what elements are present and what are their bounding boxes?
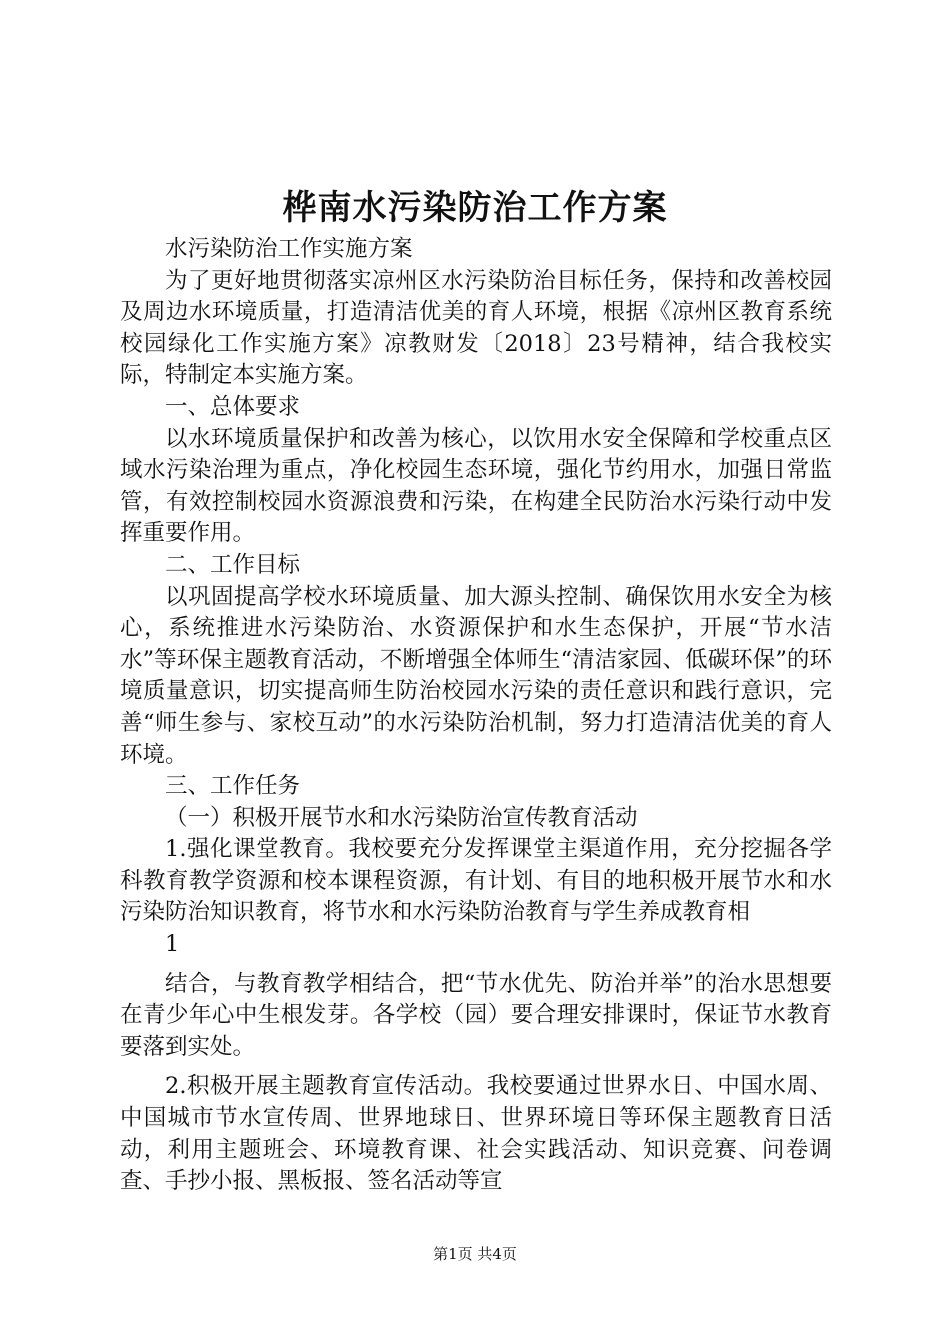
- subsection-heading-education: （一）积极开展节水和水污染防治宣传教育活动: [165, 804, 638, 831]
- intro-paragraph: 为了更好地贯彻落实凉州区水污染防治目标任务，保持和改善校园及周边水环境质量，打造清洁优美的育人环境，根据《凉州区教育系统校园绿化工作实施方案》凉教财发〔2018〕23号精神，结合我校实际，特制定本实施方案。: [120, 267, 832, 389]
- general-requirements-paragraph: 以水环境质量保护和改善为核心，以饮用水安全保障和学校重点区域水污染治理为重点，净化校园生态环境，强化节约用水，加强日常监管，有效控制校园水资源浪费和污染，在构建全民防治水污染行动中发挥重要作用。: [120, 425, 832, 547]
- paragraph-gap: [120, 1063, 832, 1071]
- classroom-education-continued-paragraph: 结合，与教育教学相结合，把“节水优先、防治并举”的治水思想要在青少年心中生根发芽。各学校（园）要合理安排课时，保证节水教育要落到实处。: [120, 970, 832, 1060]
- page-footer: 第1页 共4页: [433, 1245, 517, 1263]
- section-heading-general: 一、总体要求: [165, 393, 301, 420]
- subtitle-paragraph: 水污染防治工作实施方案: [165, 236, 413, 262]
- theme-activities-paragraph: 2.积极开展主题教育宣传活动。我校要通过世界水日、中国水周、中国城市节水宣传周、世界地球日、世界环境日等环保主题教育日活动，利用主题班会、环境教育课、社会实践活动、知识竞赛、问卷调查、手抄小报、黑板报、签名活动等宣: [120, 1073, 832, 1195]
- classroom-education-paragraph: 1.强化课堂教育。我校要充分发挥课堂主渠道作用，充分挖掘各学科教育教学资源和校本课程资源，有计划、有目的地积极开展节水和水污染防治知识教育，将节水和水污染防治教育与学生养成教育相: [120, 836, 832, 926]
- document-body: [120, 234, 832, 1198]
- paragraph-gap: [120, 961, 832, 969]
- inline-page-number: 1: [165, 931, 180, 958]
- section-heading-goals: 二、工作目标: [165, 551, 301, 578]
- document-title: 桦南水污染防治工作方案: [282, 188, 668, 228]
- work-goals-paragraph: 以巩固提高学校水环境质量、加大源头控制、确保饮用水安全为核心，系统推进水污染防治、水资源保护和水生态保护，开展“节水洁水”等环保主题教育活动，不断增强全体师生“清洁家园、低碳环保”的环境质量意识，切实提高师生防治校园水污染的责任意识和践行意识，完善“师生参与、家校互动”的水污染防治机制，努力打造清洁优美的育人环境。: [120, 583, 832, 768]
- section-heading-tasks: 三、工作任务: [165, 773, 301, 800]
